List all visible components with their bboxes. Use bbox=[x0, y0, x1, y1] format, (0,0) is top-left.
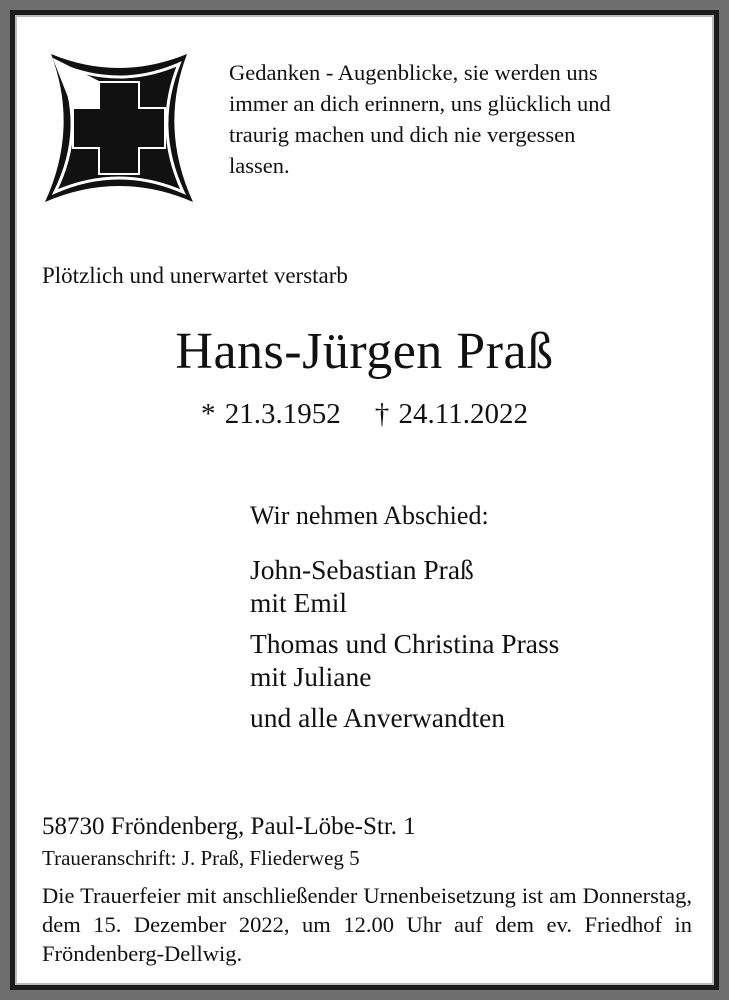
life-dates bbox=[17, 398, 712, 431]
mourner-companion: mit Juliane bbox=[250, 661, 372, 692]
mourner-entry bbox=[250, 627, 670, 693]
iron-cross-icon bbox=[39, 48, 199, 208]
inner-frame bbox=[10, 10, 719, 990]
intro-text: Plötzlich und unerwartet verstarb bbox=[42, 263, 348, 288]
mourning-address: Traueranschrift: J. Praß, Fliederweg 5 bbox=[42, 846, 360, 870]
mourner-entry bbox=[250, 553, 670, 619]
birth-date: * 21.3.1952 bbox=[201, 398, 341, 430]
obituary-notice bbox=[15, 15, 714, 985]
mourner-name: und alle Anverwandten bbox=[250, 702, 506, 733]
memorial-poem: Gedanken - Augenblicke, sie werden uns immer an dich erinnern, uns glücklich und traurig machen und dich nie vergessen lassen. bbox=[229, 60, 611, 178]
mourner-name: John-Sebastian Praß bbox=[250, 554, 474, 585]
mourners-list bbox=[250, 553, 670, 742]
mourner-name: Thomas und Christina Prass bbox=[250, 628, 560, 659]
ceremony-notice: Die Trauerfeier mit anschließender Urnenbeisetzung ist am Donnerstag, dem 15. Dezember 2022, um 12.00 Uhr auf dem ev. Friedhof in Fröndenberg-Dellwig. bbox=[42, 883, 692, 966]
death-date: † 24.11.2022 bbox=[374, 398, 528, 430]
farewell-heading: Wir nehmen Abschied: bbox=[250, 501, 489, 530]
mourner-companion: mit Emil bbox=[250, 587, 348, 618]
deceased-name: Hans-Jürgen Praß bbox=[175, 323, 554, 380]
residence-address: 58730 Fröndenberg, Paul-Löbe-Str. 1 bbox=[42, 813, 416, 840]
mourner-entry bbox=[250, 701, 670, 734]
